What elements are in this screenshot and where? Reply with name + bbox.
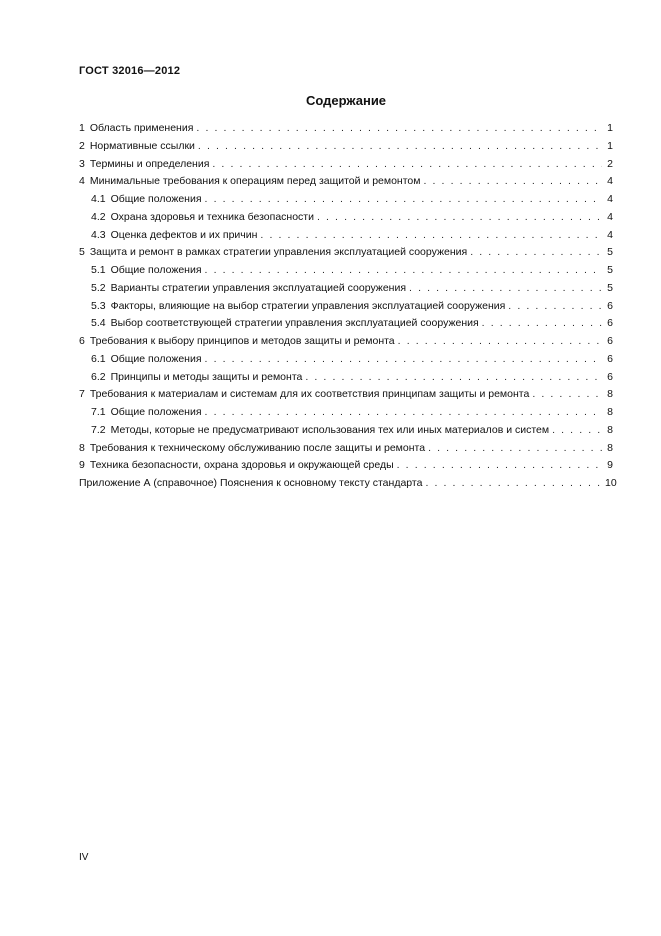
toc-entry-number: 7.2 xyxy=(91,423,106,436)
toc-entry-number: 6 xyxy=(79,335,85,347)
toc-entry-title: Минимальные требования к операциям перед защитой и ремонтом xyxy=(89,175,421,188)
toc-entry-page: 6 xyxy=(607,370,613,383)
toc-entry-title: Термины и определения xyxy=(89,157,210,170)
toc-dot-leader xyxy=(423,173,602,191)
toc-entry[interactable] xyxy=(79,156,613,174)
toc-entry-title: Принципы и методы защиты и ремонта xyxy=(110,370,303,383)
toc-entry[interactable] xyxy=(79,173,613,191)
toc-entry-page: 6 xyxy=(607,352,613,365)
toc-entry-number: 1 xyxy=(79,122,85,134)
toc-entry-title: Общие положения xyxy=(110,352,202,365)
toc-entry-title: Выбор соответствующей стратегии управления эксплуатацией сооружения xyxy=(110,317,479,330)
toc-entry-title: Приложение А (справочное) Пояснения к основному тексту стандарта xyxy=(79,477,423,489)
toc-entry-title: Общие положения xyxy=(110,264,202,276)
toc-dot-leader xyxy=(428,440,602,458)
toc-entry-number: 3 xyxy=(79,157,85,170)
toc-dot-leader xyxy=(205,191,602,209)
toc-dot-leader xyxy=(508,298,602,316)
toc-entry-number: 4.3 xyxy=(91,228,106,241)
toc-entry[interactable] xyxy=(79,191,613,209)
toc-entry-number: 8 xyxy=(79,441,85,454)
toc-entry[interactable] xyxy=(79,351,613,369)
toc-entry-number: 5.3 xyxy=(91,299,106,312)
toc-entry-title: Факторы, влияющие на выбор стратегии управления эксплуатацией сооружения xyxy=(110,299,506,312)
toc-entry[interactable] xyxy=(79,244,613,262)
toc-dot-leader xyxy=(409,280,602,298)
toc-entry-title: Область применения xyxy=(89,122,194,134)
toc-entry-page: 10 xyxy=(605,477,617,489)
toc-entry[interactable] xyxy=(79,280,613,298)
toc-dot-leader xyxy=(425,475,602,493)
toc-dot-leader xyxy=(398,333,602,351)
toc-entry-number: 5.2 xyxy=(91,281,106,294)
toc-entry-number: 5 xyxy=(79,246,85,259)
toc-entry[interactable] xyxy=(79,404,613,422)
toc-dot-leader xyxy=(552,422,602,440)
toc-entry-number: 6.2 xyxy=(91,370,106,383)
toc-entry[interactable] xyxy=(79,315,613,333)
toc-entry-page: 4 xyxy=(607,193,613,205)
toc-dot-leader xyxy=(532,386,602,404)
toc-entry-page: 5 xyxy=(607,281,613,294)
toc-dot-leader xyxy=(196,120,602,138)
page-number: IV xyxy=(79,852,89,863)
toc-entry-page: 6 xyxy=(607,317,613,330)
toc-entry-number: 4.2 xyxy=(91,210,106,223)
toc-entry[interactable] xyxy=(79,422,613,440)
toc-entry-number: 9 xyxy=(79,459,85,472)
toc-entry-title: Оценка дефектов и их причин xyxy=(110,228,258,241)
toc-entry[interactable] xyxy=(79,440,613,458)
toc-entry-number: 7.1 xyxy=(91,406,106,418)
toc-dot-leader xyxy=(260,227,602,245)
document-code: ГОСТ 32016—2012 xyxy=(79,65,181,77)
toc-entry-page: 1 xyxy=(607,139,613,152)
toc-entry[interactable] xyxy=(79,475,617,493)
toc-dot-leader xyxy=(317,209,602,227)
toc-dot-leader xyxy=(212,156,602,174)
toc-entry-page: 5 xyxy=(607,264,613,276)
toc-entry-title: Общие положения xyxy=(110,406,202,418)
toc-entry[interactable] xyxy=(79,120,613,138)
toc-dot-leader xyxy=(470,244,602,262)
toc-entry-number: 5.4 xyxy=(91,317,106,330)
toc-entry-page: 9 xyxy=(607,459,613,472)
toc-entry[interactable] xyxy=(79,138,613,156)
toc-entry-title: Требования к материалам и системам для их соответствия принципам защиты и ремонта xyxy=(89,388,530,401)
toc-entry-number: 5.1 xyxy=(91,264,106,276)
toc-entry[interactable] xyxy=(79,227,613,245)
toc-entry[interactable] xyxy=(79,298,613,316)
toc-entry-page: 4 xyxy=(607,175,613,188)
toc-dot-leader xyxy=(482,315,602,333)
toc-dot-leader xyxy=(305,369,602,387)
toc-entry-title: Охрана здоровья и техника безопасности xyxy=(110,210,314,223)
toc-entry[interactable] xyxy=(79,209,613,227)
toc-entry[interactable] xyxy=(79,262,613,280)
toc-entry-number: 2 xyxy=(79,139,85,152)
toc-entry-page: 6 xyxy=(607,335,613,347)
toc-entry[interactable] xyxy=(79,457,613,475)
toc-entry[interactable] xyxy=(79,333,613,351)
toc-dot-leader xyxy=(198,138,602,156)
toc-entry-title: Техника безопасности, охрана здоровья и окружающей среды xyxy=(89,459,394,472)
toc-entry-number: 6.1 xyxy=(91,352,106,365)
toc-entry-page: 8 xyxy=(607,388,613,401)
toc-entry-page: 4 xyxy=(607,210,613,223)
toc-dot-leader xyxy=(205,262,602,280)
toc-entry-page: 5 xyxy=(607,246,613,259)
toc-title: Содержание xyxy=(305,93,387,108)
toc-entry-number: 4.1 xyxy=(91,193,106,205)
toc-entry-title: Требования к выбору принципов и методов защиты и ремонта xyxy=(89,335,395,347)
toc-entry-page: 1 xyxy=(607,122,613,134)
toc-entry[interactable] xyxy=(79,369,613,387)
toc-entry-page: 8 xyxy=(607,406,613,418)
toc-entry-number: 4 xyxy=(79,175,85,188)
toc-entry-number: 7 xyxy=(79,388,85,401)
toc-entry-title: Нормативные ссылки xyxy=(89,139,195,152)
toc-dot-leader xyxy=(205,351,602,369)
toc-dot-leader xyxy=(397,457,602,475)
toc-entry-title: Методы, которые не предусматривают использования тех или иных материалов и систем xyxy=(110,423,550,436)
toc-entry-title: Требования к техническому обслуживанию после защиты и ремонта xyxy=(89,441,426,454)
toc-entry-title: Варианты стратегии управления эксплуатацией сооружения xyxy=(110,281,407,294)
toc-entry-page: 6 xyxy=(607,299,613,312)
toc-entry-page: 8 xyxy=(607,423,613,436)
table-of-contents xyxy=(79,120,617,493)
toc-entry[interactable] xyxy=(79,386,613,404)
toc-entry-title: Защита и ремонт в рамках стратегии управления эксплуатацией сооружения xyxy=(89,246,468,259)
toc-entry-page: 4 xyxy=(607,228,613,241)
toc-entry-title: Общие положения xyxy=(110,193,202,205)
toc-entry-page: 8 xyxy=(607,441,613,454)
toc-entry-page: 2 xyxy=(607,157,613,170)
toc-dot-leader xyxy=(205,404,602,422)
